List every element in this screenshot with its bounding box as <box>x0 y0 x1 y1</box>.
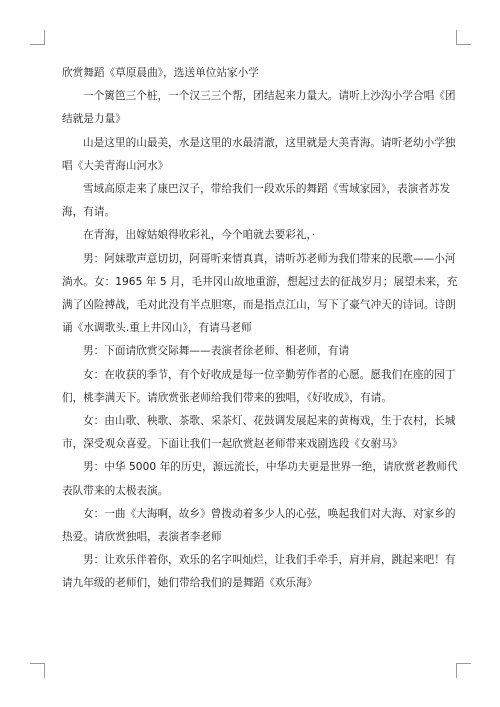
text-line: 女：在收获的季节，有个好收成是每一位辛勤劳作者的心愿。愿我们在座的园丁 <box>83 368 456 381</box>
text-line: 唱《大美青海山河水》 <box>62 159 169 172</box>
text-line: 男：阿妹歌声意切切，阿哥听来情真真，请听苏老师为我们带来的民歌——小河 <box>83 252 456 265</box>
text-line: 热爱。请欣赏独唱，表演者李老师 <box>62 531 222 544</box>
text-line: 欣赏舞蹈《草原晨曲》，选送单位站家小学 <box>62 67 259 79</box>
text-line: 市，深受观众喜爱。下面让我们一起欣赏赵老师带来戏剧选段《女驸马》 <box>62 438 403 451</box>
crop-mark-top-left <box>30 30 45 45</box>
text-line: 满了凶险搏战，毛对此没有半点胆寒，而是指点江山，写下了豪气冲天的诗词。诗朗 <box>62 299 456 312</box>
crop-mark-bottom-left <box>30 663 45 678</box>
text-line: 男：下面请欣赏交际舞——表演者徐老师、相老师，有请 <box>83 345 350 358</box>
text-line: 请九年级的老师们，她们带给我们的是舞蹈《欢乐海》 <box>62 577 318 590</box>
text-line: 男：让欢乐伴着你，欢乐的名字叫灿烂，让我们手牵手，肩并肩，跳起来吧！有 <box>83 554 456 567</box>
text-line: 们，桃李满天下。请欣赏张老师给我们带来的独唱，《好收成》，有请。 <box>62 391 392 404</box>
text-line: 男：中华 5000 年的历史，源远流长，中华功夫更是世界一绝，请欣赏老教师代 <box>83 461 458 474</box>
crop-mark-bottom-right <box>456 663 471 678</box>
text-line: 结就是力量》 <box>62 113 126 126</box>
text-line: 在青海，出嫁姑娘得收彩礼，今个咱就去要彩礼，· <box>83 229 316 242</box>
text-line: 雪域高原走来了康巴汉子，带给我们一段欢乐的舞蹈《雪域家园》，表演者苏发 <box>83 183 451 196</box>
document-body <box>62 62 458 596</box>
text-line: 女：一曲《大海啊，故乡》曾拨动着多少人的心弦，唤起我们对大海、对家乡的 <box>83 507 456 520</box>
text-line: 女：由山歌、秧歌、茶歌、采茶灯、花鼓调发展起来的黄梅戏，生于农村，长城 <box>83 415 456 428</box>
text-line: 诵《水调歌头.重上井冈山》，有请马老师 <box>62 322 252 335</box>
text-line: 山是这里的山最美，水是这里的水最清澈，这里就是大美青海。请听老幼小学独 <box>83 136 456 149</box>
text-line: 淌水。女：1965 年 5 月，毛井冈山故地重游，想起过去的征战岁月；展望未来，充 <box>62 275 458 288</box>
text-line: 表队带来的太极表演。 <box>62 484 169 497</box>
crop-mark-top-right <box>456 30 471 45</box>
text-line: 海，有请。 <box>62 206 116 219</box>
text-line: 一个篱笆三个桩，一个汉三三个帮，团结起来力量大。请听上沙沟小学合唱《团 <box>83 90 456 103</box>
